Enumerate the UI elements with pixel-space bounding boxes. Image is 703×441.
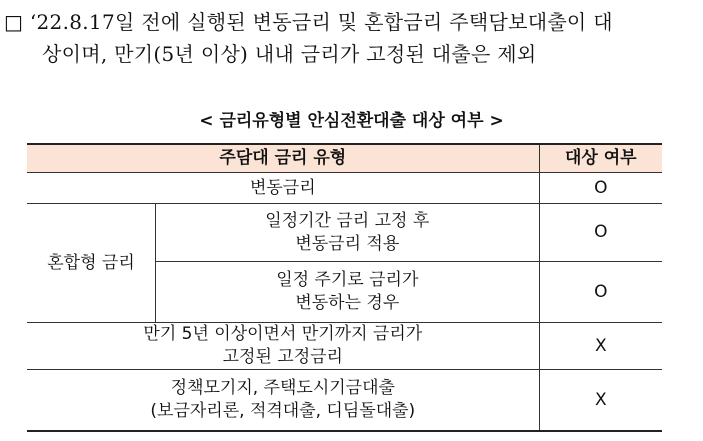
cell-policy-loans xyxy=(27,370,539,432)
cell-variable-eligible: O xyxy=(539,173,662,204)
cell-hybrid-periodic xyxy=(156,262,540,323)
cell-text-line: 변동금리 적용 xyxy=(295,233,400,254)
cell-hybrid-periodic-eligible: O xyxy=(539,262,662,323)
intro-paragraph xyxy=(4,6,694,70)
cell-policy-eligible: X xyxy=(539,370,662,432)
cell-fixed-eligible: X xyxy=(539,323,662,370)
table-row xyxy=(27,370,662,432)
header-rate-type: 주담대 금리 유형 xyxy=(27,144,539,173)
cell-hybrid-fixed-eligible: O xyxy=(539,204,662,262)
table-caption: < 금리유형별 안심전환대출 대상 여부 > xyxy=(199,111,504,131)
cell-text-line: 고정된 고정금리 xyxy=(222,347,343,367)
cell-variable-rate: 변동금리 xyxy=(27,173,539,204)
cell-text-line: 변동하는 경우 xyxy=(295,293,400,313)
cell-text-line: 만기 5년 이상이면서 만기까지 금리가 xyxy=(143,324,423,344)
cell-text-line: (보금자리론, 적격대출, 디딤돌대출) xyxy=(150,401,416,421)
cell-text-line: 일정기간 금리 고정 후 xyxy=(265,210,430,231)
cell-hybrid-rate: 혼합형 금리 xyxy=(27,204,156,323)
table-row xyxy=(27,204,662,262)
paragraph-line-1 xyxy=(4,6,694,38)
table-header-row xyxy=(27,144,662,173)
cell-fixed-rate xyxy=(27,323,539,370)
table-row xyxy=(27,323,662,370)
eligibility-table xyxy=(27,143,662,432)
paragraph-text-2: 상이며, 만기(5년 이상) 내내 금리가 고정된 대출은 제외 xyxy=(42,42,537,66)
paragraph-text-1: ‘22.8.17일 전에 실행된 변동금리 및 혼합금리 주택담보대출이 대 xyxy=(29,10,613,34)
cell-text-line: 일정 주기로 금리가 xyxy=(276,270,419,290)
table-row xyxy=(27,173,662,204)
cell-text-line: 정책모기지, 주택도시기금대출 xyxy=(170,378,395,398)
checkbox-bullet-icon: □ xyxy=(4,10,24,34)
header-eligibility: 대상 여부 xyxy=(539,144,662,173)
cell-hybrid-fixed-then-variable xyxy=(156,204,540,262)
